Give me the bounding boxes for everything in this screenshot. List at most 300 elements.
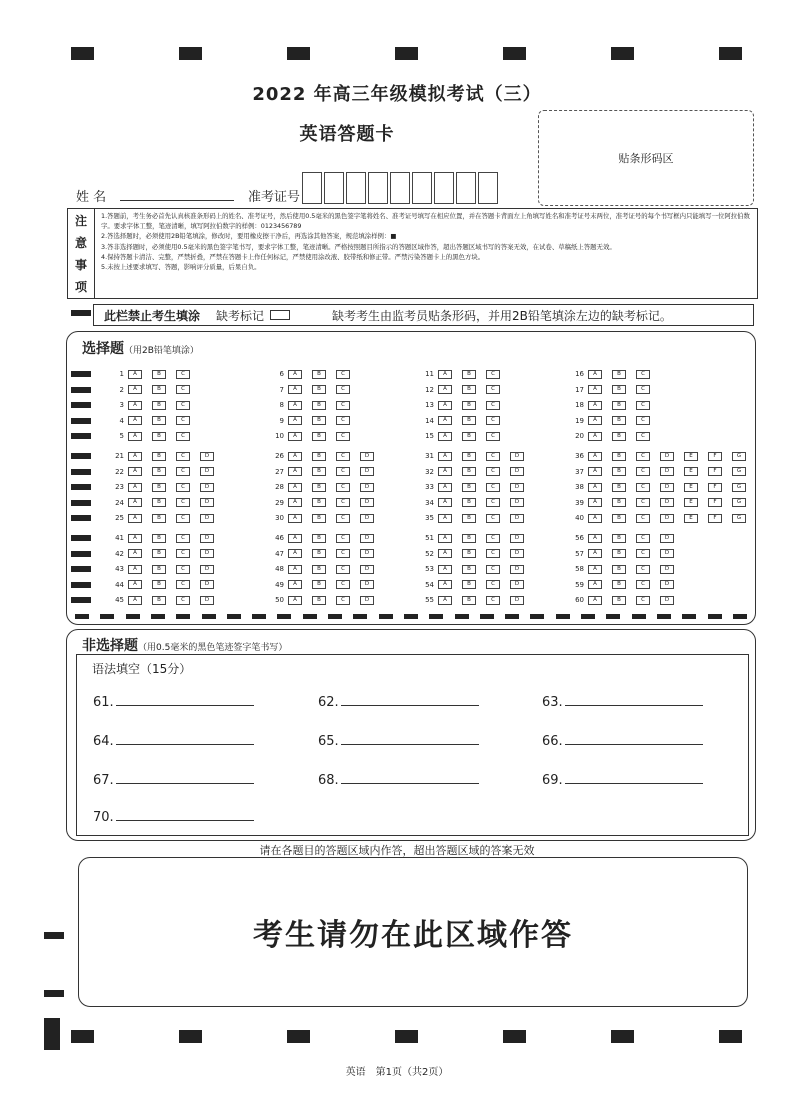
option-a-bubble[interactable]: A	[438, 385, 452, 394]
option-a-bubble[interactable]: A	[288, 514, 302, 523]
option-d-bubble[interactable]: D	[360, 498, 374, 507]
question-number: 50	[275, 596, 284, 604]
option-d-bubble[interactable]: D	[200, 534, 214, 543]
id-digit-box[interactable]	[368, 172, 388, 204]
option-a-bubble[interactable]: A	[438, 596, 452, 605]
option-b-bubble[interactable]: B	[462, 452, 476, 461]
option-a-bubble[interactable]: A	[438, 401, 452, 410]
question-55	[418, 595, 534, 605]
option-e-bubble[interactable]: E	[684, 483, 698, 492]
option-b-bubble[interactable]: B	[462, 401, 476, 410]
option-b-bubble[interactable]: B	[612, 385, 626, 394]
option-a-bubble[interactable]: A	[128, 565, 142, 574]
option-b-bubble[interactable]: B	[462, 565, 476, 574]
option-b-bubble[interactable]: B	[312, 549, 326, 558]
timing-mark	[71, 453, 91, 459]
option-a-bubble[interactable]: A	[288, 452, 302, 461]
option-c-bubble[interactable]: C	[176, 401, 190, 410]
option-b-bubble[interactable]: B	[612, 514, 626, 523]
option-b-bubble[interactable]: B	[612, 596, 626, 605]
option-b-bubble[interactable]: B	[462, 596, 476, 605]
option-c-bubble[interactable]: C	[176, 385, 190, 394]
question-40	[568, 513, 756, 523]
option-d-bubble[interactable]: D	[660, 549, 674, 558]
option-a-bubble[interactable]: A	[588, 385, 602, 394]
option-a-bubble[interactable]: A	[588, 580, 602, 589]
option-d-bubble[interactable]: D	[360, 580, 374, 589]
id-digit-box[interactable]	[324, 172, 344, 204]
page-footer: 英语 第1页（共2页）	[345, 1067, 449, 1078]
option-c-bubble[interactable]: C	[336, 401, 350, 410]
option-d-bubble[interactable]: D	[660, 498, 674, 507]
option-a-bubble[interactable]: A	[588, 432, 602, 441]
option-d-bubble[interactable]: D	[200, 549, 214, 558]
question-number: 10	[275, 432, 284, 440]
question-number: 47	[275, 549, 284, 558]
id-digit-box[interactable]	[434, 172, 454, 204]
question-31	[418, 451, 534, 461]
option-c-bubble[interactable]: C	[486, 498, 500, 507]
option-b-bubble[interactable]: B	[612, 565, 626, 574]
option-d-bubble[interactable]: D	[200, 467, 214, 476]
blank-label: 68.	[318, 773, 339, 788]
option-b-bubble[interactable]: B	[312, 534, 326, 543]
option-a-bubble[interactable]: A	[128, 385, 142, 394]
option-d-bubble[interactable]: D	[510, 483, 524, 492]
option-c-bubble[interactable]: C	[336, 534, 350, 543]
option-c-bubble[interactable]: C	[486, 534, 500, 543]
option-b-bubble[interactable]: B	[612, 483, 626, 492]
question-number: 27	[275, 467, 284, 476]
option-c-bubble[interactable]: C	[636, 370, 650, 379]
option-c-bubble[interactable]: C	[336, 549, 350, 558]
option-c-bubble[interactable]: C	[636, 534, 650, 543]
no-write-text: 考生请勿在此区域作答	[253, 918, 573, 953]
option-a-bubble[interactable]: A	[128, 416, 142, 425]
option-c-bubble[interactable]: C	[486, 432, 500, 441]
option-a-bubble[interactable]: A	[128, 467, 142, 476]
option-c-bubble[interactable]: C	[486, 549, 500, 558]
option-a-bubble[interactable]: A	[438, 580, 452, 589]
option-c-bubble[interactable]: C	[636, 467, 650, 476]
option-b-bubble[interactable]: B	[152, 565, 166, 574]
notes-label	[68, 209, 95, 298]
option-c-bubble[interactable]: C	[486, 401, 500, 410]
option-g-bubble[interactable]: G	[732, 452, 746, 461]
option-c-bubble[interactable]: C	[636, 401, 650, 410]
option-a-bubble[interactable]: A	[588, 416, 602, 425]
option-d-bubble[interactable]: D	[360, 565, 374, 574]
option-c-bubble[interactable]: C	[486, 452, 500, 461]
question-number: 29	[275, 498, 284, 507]
option-c-bubble[interactable]: C	[336, 580, 350, 589]
option-d-bubble[interactable]: D	[200, 452, 214, 461]
option-c-bubble[interactable]: C	[336, 452, 350, 461]
option-b-bubble[interactable]: B	[612, 432, 626, 441]
option-a-bubble[interactable]: A	[588, 514, 602, 523]
blank-69[interactable]	[542, 773, 703, 788]
option-b-bubble[interactable]: B	[462, 498, 476, 507]
option-a-bubble[interactable]: A	[438, 452, 452, 461]
option-c-bubble[interactable]: C	[486, 580, 500, 589]
question-number: 9	[279, 416, 284, 425]
option-c-bubble[interactable]: C	[176, 596, 190, 605]
option-a-bubble[interactable]: A	[128, 580, 142, 589]
absent-right-text: 缺考考生由监考员贴条形码，并用2B铅笔填涂左边的缺考标记。	[332, 308, 672, 323]
registration-mark	[71, 1030, 94, 1043]
option-d-bubble[interactable]: D	[200, 580, 214, 589]
option-d-bubble[interactable]: D	[510, 467, 524, 476]
option-a-bubble[interactable]: A	[588, 565, 602, 574]
question-number: 19	[575, 416, 584, 425]
registration-mark	[71, 47, 94, 60]
option-b-bubble[interactable]: B	[612, 549, 626, 558]
option-b-bubble[interactable]: B	[612, 416, 626, 425]
option-a-bubble[interactable]: A	[288, 432, 302, 441]
option-b-bubble[interactable]: B	[152, 498, 166, 507]
blank-68[interactable]	[318, 773, 479, 788]
option-a-bubble[interactable]: A	[288, 498, 302, 507]
option-b-bubble[interactable]: B	[312, 432, 326, 441]
id-digit-box[interactable]	[390, 172, 410, 204]
option-b-bubble[interactable]: B	[152, 416, 166, 425]
option-d-bubble[interactable]: D	[660, 514, 674, 523]
option-d-bubble[interactable]: D	[660, 534, 674, 543]
option-d-bubble[interactable]: D	[510, 596, 524, 605]
option-a-bubble[interactable]: A	[288, 370, 302, 379]
timing-mark	[71, 500, 91, 506]
option-d-bubble[interactable]: D	[510, 565, 524, 574]
id-digit-box[interactable]	[302, 172, 322, 204]
question-number: 55	[425, 596, 434, 604]
option-c-bubble[interactable]: C	[336, 432, 350, 441]
option-a-bubble[interactable]: A	[128, 483, 142, 492]
option-c-bubble[interactable]: C	[636, 416, 650, 425]
question-16	[568, 369, 660, 379]
option-a-bubble[interactable]: A	[128, 452, 142, 461]
option-b-bubble[interactable]: B	[152, 549, 166, 558]
option-b-bubble[interactable]: B	[152, 452, 166, 461]
option-b-bubble[interactable]: B	[152, 385, 166, 394]
option-d-bubble[interactable]: D	[510, 498, 524, 507]
question-number: 60	[575, 596, 584, 604]
note-item: 3.答非选择题时，必须使用0.5毫米的黑色签字笔书写，要求字体工整，笔迹清晰。严格按照题目所指示的答题区域作答，超出答题区域书写的答案无效，在试卷、草稿纸上答题无效。	[101, 242, 616, 251]
option-c-bubble[interactable]: C	[636, 580, 650, 589]
option-d-bubble[interactable]: D	[510, 580, 524, 589]
option-a-bubble[interactable]: A	[438, 370, 452, 379]
option-b-bubble[interactable]: B	[152, 534, 166, 543]
option-a-bubble[interactable]: A	[288, 549, 302, 558]
option-e-bubble[interactable]: E	[684, 467, 698, 476]
option-c-bubble[interactable]: C	[176, 498, 190, 507]
option-c-bubble[interactable]: C	[636, 483, 650, 492]
option-c-bubble[interactable]: C	[486, 514, 500, 523]
option-b-bubble[interactable]: B	[152, 432, 166, 441]
choice-subtitle: （用2B铅笔填涂）	[124, 346, 199, 356]
option-a-bubble[interactable]: A	[128, 370, 142, 379]
option-b-bubble[interactable]: B	[312, 514, 326, 523]
option-e-bubble[interactable]: E	[684, 452, 698, 461]
option-d-bubble[interactable]: D	[510, 549, 524, 558]
option-d-bubble[interactable]: D	[660, 596, 674, 605]
option-a-bubble[interactable]: A	[288, 596, 302, 605]
option-c-bubble[interactable]: C	[336, 498, 350, 507]
question-number: 56	[575, 534, 584, 542]
option-b-bubble[interactable]: B	[152, 514, 166, 523]
option-f-bubble[interactable]: F	[708, 452, 722, 461]
blank-65[interactable]	[318, 734, 479, 749]
id-digit-box[interactable]	[412, 172, 432, 204]
question-number: 35	[425, 514, 434, 522]
option-c-bubble[interactable]: C	[176, 514, 190, 523]
id-boxes[interactable]	[302, 172, 500, 202]
option-f-bubble[interactable]: F	[708, 467, 722, 476]
option-c-bubble[interactable]: C	[486, 467, 500, 476]
option-c-bubble[interactable]: C	[176, 452, 190, 461]
option-c-bubble[interactable]: C	[336, 483, 350, 492]
option-b-bubble[interactable]: B	[312, 452, 326, 461]
note-item: 1.答题前，考生务必首先认真核准条形码上的姓名、准考证号，然后使用0.5毫米的黑色签字笔将姓名、准考证号填写在相应位置，并在答题卡背面左上角填写姓名和准考证号末两位，准考证号的每个书写框内只能填写一位阿拉伯数字。要求字体工整，笔迹清晰，填写阿拉伯数字的样例：0123456789	[101, 212, 750, 231]
option-b-bubble[interactable]: B	[462, 514, 476, 523]
option-b-bubble[interactable]: B	[612, 534, 626, 543]
option-d-bubble[interactable]: D	[360, 534, 374, 543]
option-b-bubble[interactable]: B	[612, 401, 626, 410]
option-a-bubble[interactable]: A	[438, 483, 452, 492]
option-a-bubble[interactable]: A	[128, 498, 142, 507]
option-c-bubble[interactable]: C	[636, 432, 650, 441]
option-a-bubble[interactable]: A	[588, 401, 602, 410]
option-c-bubble[interactable]: C	[336, 467, 350, 476]
option-a-bubble[interactable]: A	[438, 498, 452, 507]
option-b-bubble[interactable]: B	[312, 416, 326, 425]
option-b-bubble[interactable]: B	[612, 498, 626, 507]
option-a-bubble[interactable]: A	[288, 416, 302, 425]
option-b-bubble[interactable]: B	[462, 370, 476, 379]
option-c-bubble[interactable]: C	[486, 385, 500, 394]
option-c-bubble[interactable]: C	[176, 549, 190, 558]
option-c-bubble[interactable]: C	[176, 483, 190, 492]
blank-label: 66.	[542, 734, 563, 749]
option-a-bubble[interactable]: A	[128, 514, 142, 523]
option-b-bubble[interactable]: B	[462, 385, 476, 394]
id-digit-box[interactable]	[478, 172, 498, 204]
option-b-bubble[interactable]: B	[312, 370, 326, 379]
option-a-bubble[interactable]: A	[588, 467, 602, 476]
option-d-bubble[interactable]: D	[360, 452, 374, 461]
option-d-bubble[interactable]: D	[660, 580, 674, 589]
choice-title-text: 选择题	[82, 341, 124, 357]
option-b-bubble[interactable]: B	[152, 370, 166, 379]
option-d-bubble[interactable]: D	[660, 467, 674, 476]
option-b-bubble[interactable]: B	[612, 370, 626, 379]
option-a-bubble[interactable]: A	[288, 385, 302, 394]
option-a-bubble[interactable]: A	[128, 534, 142, 543]
option-c-bubble[interactable]: C	[176, 467, 190, 476]
blank-66[interactable]	[542, 734, 703, 749]
option-c-bubble[interactable]: C	[486, 370, 500, 379]
option-b-bubble[interactable]: B	[312, 467, 326, 476]
question-30	[268, 513, 384, 523]
option-e-bubble[interactable]: E	[684, 498, 698, 507]
option-c-bubble[interactable]: C	[636, 549, 650, 558]
option-a-bubble[interactable]: A	[288, 580, 302, 589]
option-d-bubble[interactable]: D	[360, 549, 374, 558]
option-a-bubble[interactable]: A	[128, 596, 142, 605]
option-c-bubble[interactable]: C	[336, 416, 350, 425]
question-1	[108, 369, 200, 379]
id-digit-box[interactable]	[456, 172, 476, 204]
question-number: 53	[425, 565, 434, 573]
option-g-bubble[interactable]: G	[732, 498, 746, 507]
option-a-bubble[interactable]: A	[288, 565, 302, 574]
option-d-bubble[interactable]: D	[360, 514, 374, 523]
option-a-bubble[interactable]: A	[288, 401, 302, 410]
option-g-bubble[interactable]: G	[732, 483, 746, 492]
question-56	[568, 533, 684, 543]
option-d-bubble[interactable]: D	[360, 483, 374, 492]
option-d-bubble[interactable]: D	[200, 514, 214, 523]
option-c-bubble[interactable]: C	[636, 565, 650, 574]
option-f-bubble[interactable]: F	[708, 498, 722, 507]
option-d-bubble[interactable]: D	[200, 565, 214, 574]
option-c-bubble[interactable]: C	[336, 565, 350, 574]
option-d-bubble[interactable]: D	[510, 452, 524, 461]
option-a-bubble[interactable]: A	[588, 498, 602, 507]
option-b-bubble[interactable]: B	[152, 580, 166, 589]
option-b-bubble[interactable]: B	[462, 467, 476, 476]
option-b-bubble[interactable]: B	[462, 534, 476, 543]
option-d-bubble[interactable]: D	[200, 498, 214, 507]
option-b-bubble[interactable]: B	[312, 498, 326, 507]
option-d-bubble[interactable]: D	[660, 452, 674, 461]
option-a-bubble[interactable]: A	[288, 467, 302, 476]
option-d-bubble[interactable]: D	[200, 596, 214, 605]
option-c-bubble[interactable]: C	[176, 580, 190, 589]
option-a-bubble[interactable]: A	[438, 534, 452, 543]
option-a-bubble[interactable]: A	[438, 467, 452, 476]
option-d-bubble[interactable]: D	[660, 483, 674, 492]
option-c-bubble[interactable]: C	[486, 596, 500, 605]
option-f-bubble[interactable]: F	[708, 483, 722, 492]
option-d-bubble[interactable]: D	[660, 565, 674, 574]
option-b-bubble[interactable]: B	[462, 580, 476, 589]
option-b-bubble[interactable]: B	[152, 483, 166, 492]
option-c-bubble[interactable]: C	[176, 565, 190, 574]
name-field[interactable]	[120, 200, 234, 201]
option-a-bubble[interactable]: A	[438, 565, 452, 574]
option-a-bubble[interactable]: A	[588, 549, 602, 558]
option-a-bubble[interactable]: A	[128, 549, 142, 558]
option-b-bubble[interactable]: B	[152, 596, 166, 605]
option-d-bubble[interactable]: D	[510, 514, 524, 523]
option-f-bubble[interactable]: F	[708, 514, 722, 523]
option-c-bubble[interactable]: C	[636, 498, 650, 507]
option-e-bubble[interactable]: E	[684, 514, 698, 523]
option-b-bubble[interactable]: B	[312, 483, 326, 492]
blank-61[interactable]	[93, 695, 254, 710]
registration-mark	[395, 47, 418, 60]
option-c-bubble[interactable]: C	[336, 385, 350, 394]
option-c-bubble[interactable]: C	[486, 416, 500, 425]
option-b-bubble[interactable]: B	[312, 596, 326, 605]
option-b-bubble[interactable]: B	[612, 467, 626, 476]
option-b-bubble[interactable]: B	[462, 549, 476, 558]
option-c-bubble[interactable]: C	[176, 370, 190, 379]
blank-63[interactable]	[542, 695, 703, 710]
option-a-bubble[interactable]: A	[128, 432, 142, 441]
option-c-bubble[interactable]: C	[176, 432, 190, 441]
option-c-bubble[interactable]: C	[486, 483, 500, 492]
question-number: 16	[575, 370, 584, 378]
question-number: 37	[575, 467, 584, 476]
option-c-bubble[interactable]: C	[176, 416, 190, 425]
option-b-bubble[interactable]: B	[462, 416, 476, 425]
option-a-bubble[interactable]: A	[128, 401, 142, 410]
option-a-bubble[interactable]: A	[438, 416, 452, 425]
option-a-bubble[interactable]: A	[588, 596, 602, 605]
absent-left-text: 此栏禁止考生填涂	[104, 308, 201, 323]
option-c-bubble[interactable]: C	[336, 370, 350, 379]
option-a-bubble[interactable]: A	[438, 514, 452, 523]
option-b-bubble[interactable]: B	[312, 580, 326, 589]
option-d-bubble[interactable]: D	[200, 483, 214, 492]
option-c-bubble[interactable]: C	[636, 385, 650, 394]
option-a-bubble[interactable]: A	[288, 534, 302, 543]
option-b-bubble[interactable]: B	[312, 565, 326, 574]
option-c-bubble[interactable]: C	[486, 565, 500, 574]
option-a-bubble[interactable]: A	[588, 370, 602, 379]
option-c-bubble[interactable]: C	[636, 452, 650, 461]
option-b-bubble[interactable]: B	[462, 483, 476, 492]
question-11	[418, 369, 510, 379]
blank-67[interactable]	[93, 773, 254, 788]
blank-70[interactable]	[93, 810, 254, 825]
question-number: 49	[275, 580, 284, 589]
option-a-bubble[interactable]: A	[438, 432, 452, 441]
option-g-bubble[interactable]: G	[732, 467, 746, 476]
option-a-bubble[interactable]: A	[438, 549, 452, 558]
id-digit-box[interactable]	[346, 172, 366, 204]
option-b-bubble[interactable]: B	[612, 580, 626, 589]
timing-mark	[71, 433, 91, 439]
option-c-bubble[interactable]: C	[336, 596, 350, 605]
option-a-bubble[interactable]: A	[288, 483, 302, 492]
option-c-bubble[interactable]: C	[636, 514, 650, 523]
blank-64[interactable]	[93, 734, 254, 749]
question-15	[418, 431, 510, 441]
option-d-bubble[interactable]: D	[510, 534, 524, 543]
option-a-bubble[interactable]: A	[588, 452, 602, 461]
option-b-bubble[interactable]: B	[462, 432, 476, 441]
option-b-bubble[interactable]: B	[152, 467, 166, 476]
option-a-bubble[interactable]: A	[588, 534, 602, 543]
option-c-bubble[interactable]: C	[336, 514, 350, 523]
option-b-bubble[interactable]: B	[152, 401, 166, 410]
question-33	[418, 482, 534, 492]
option-d-bubble[interactable]: D	[360, 467, 374, 476]
option-b-bubble[interactable]: B	[312, 385, 326, 394]
option-d-bubble[interactable]: D	[360, 596, 374, 605]
option-b-bubble[interactable]: B	[612, 452, 626, 461]
option-c-bubble[interactable]: C	[636, 596, 650, 605]
blank-62[interactable]	[318, 695, 479, 710]
option-a-bubble[interactable]: A	[588, 483, 602, 492]
option-g-bubble[interactable]: G	[732, 514, 746, 523]
absent-mark-box[interactable]	[270, 310, 290, 320]
option-c-bubble[interactable]: C	[176, 534, 190, 543]
question-number: 8	[279, 401, 284, 409]
option-b-bubble[interactable]: B	[312, 401, 326, 410]
